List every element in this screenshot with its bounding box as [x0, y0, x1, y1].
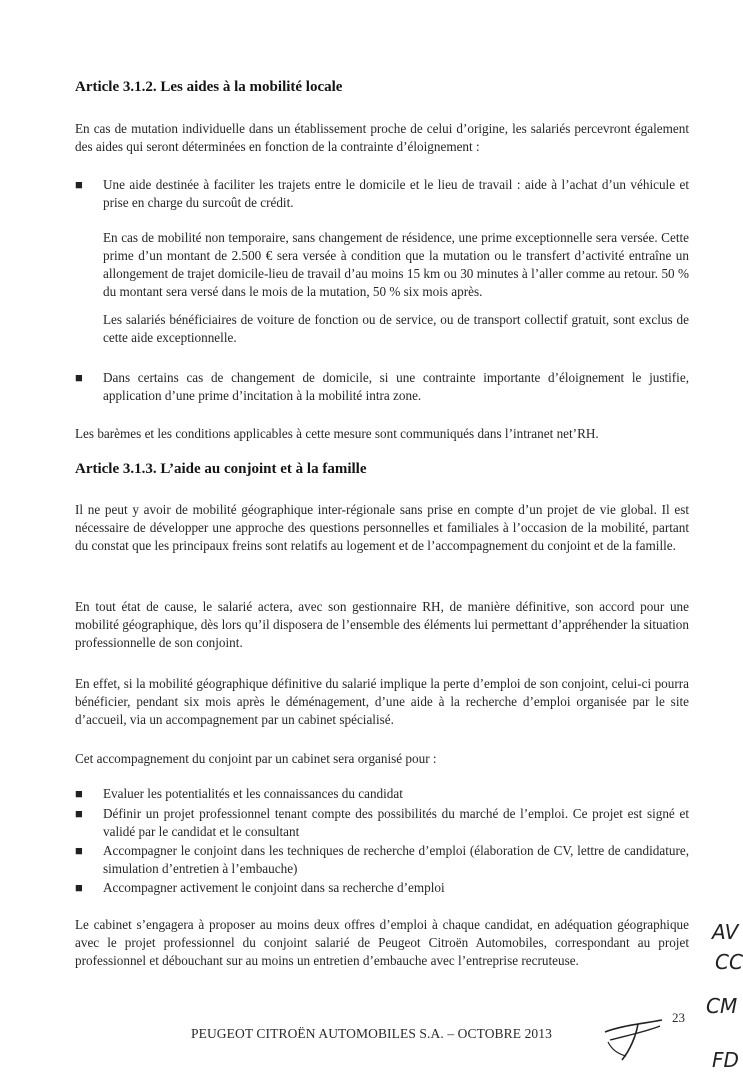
handwritten-initials: CM	[706, 994, 738, 1018]
bullet-item: Définir un projet professionnel tenant compte des possibilités du marché de l’emploi. Ce projet est signé et validé par le candidat et le consultant	[103, 806, 689, 839]
paragraph: Il ne peut y avoir de mobilité géographique inter-régionale sans prise en compte d’un projet de vie global. Il est nécessaire de développer une approche des questions personnelles et familiales à l’occasion de la mobilité, partant du constat que les principaux freins sont relatifs au logement et de l’accompagnement du conjoint et de la famille.	[75, 502, 689, 553]
bullet-item: Evaluer les potentialités et les connaissances du candidat	[103, 786, 403, 801]
paragraph: En effet, si la mobilité géographique définitive du salarié implique la perte d’emploi de son conjoint, celui-ci pourra bénéficier, pendant six mois après le déménagement, d’une aide à la recherche d’emploi organisée par le site d’accueil, via un accompagnement par un cabinet spécialisé.	[75, 676, 689, 727]
bullet-item: Une aide destinée à faciliter les trajets entre le domicile et le lieu de travail : aide à l’achat d’un véhicule et prise en charge du surcoût de crédit.	[103, 177, 689, 210]
section-heading-3-1-3: Article 3.1.3. L’aide au conjoint et à la famille	[75, 461, 367, 477]
bullet-item: Accompagner le conjoint dans les techniques de recherche d’emploi (élaboration de CV, lettre de candidature, simulation d’entretien à l’embauche)	[103, 843, 689, 876]
bonus-paragraph: En cas de mobilité non temporaire, sans changement de résidence, une prime exceptionnelle sera versée. Cette prime d’un montant de 2.500 € sera versée à condition que la mutation ou le transfert d’activité entraîne un allongement de trajet domicile-lieu de travail d’au moins 15 km ou 30 minutes à l’aller comme au retour. 50 % du montant sera versé dans le mois de la mutation, 50 % six mois après.	[103, 230, 689, 299]
bullet-marker: ■	[75, 786, 83, 801]
handwritten-initials: AV	[712, 920, 739, 944]
paragraph: En tout état de cause, le salarié actera, avec son gestionnaire RH, de manière définitive, son accord pour une mobilité géographique, dès lors qu’il disposera de l’ensemble des éléments lui permettant d’appréhender la situation professionnelle de son conjoint.	[75, 599, 689, 650]
intro-paragraph: En cas de mutation individuelle dans un établissement proche de celui d’origine, les salariés percevront également des aides qui seront déterminées en fonction de la contrainte d’éloignement :	[75, 121, 689, 154]
bullet-marker: ■	[75, 843, 83, 858]
closing-paragraph: Les barèmes et les conditions applicables à cette mesure sont communiqués dans l’intranet net’RH.	[75, 426, 599, 441]
bullet-marker: ■	[75, 370, 83, 385]
signature-mark	[600, 1012, 670, 1064]
handwritten-initials: CC	[715, 950, 743, 974]
section-heading-3-1-2: Article 3.1.2. Les aides à la mobilité locale	[75, 79, 343, 95]
closing-paragraph: Le cabinet s’engagera à proposer au moins deux offres d’emploi à chaque candidat, en adéquation géographique avec le projet professionnel du conjoint salarié de Peugeot Citroën Automobiles, correspondant au projet professionnel et débouchant sur au moins un entretien d’embauche avec l’entreprise recruteuse.	[75, 917, 689, 968]
bullet-marker: ■	[75, 880, 83, 895]
page-number: 23	[672, 1010, 685, 1025]
bullet-item: Dans certains cas de changement de domicile, si une contrainte importante d’éloignement le justifie, application d’une prime d’incitation à la mobilité intra zone.	[103, 370, 689, 403]
footer: PEUGEOT CITROËN AUTOMOBILES S.A. – OCTOBRE 2013	[191, 1026, 552, 1041]
paragraph: Cet accompagnement du conjoint par un cabinet sera organisé pour :	[75, 751, 437, 766]
bullet-marker: ■	[75, 806, 83, 821]
bullet-marker: ■	[75, 177, 83, 192]
exclusion-paragraph: Les salariés bénéficiaires de voiture de fonction ou de service, ou de transport collectif gratuit, sont exclus de cette aide exceptionnelle.	[103, 312, 689, 345]
handwritten-initials: FD	[712, 1048, 739, 1072]
bullet-item: Accompagner activement le conjoint dans sa recherche d’emploi	[103, 880, 445, 895]
